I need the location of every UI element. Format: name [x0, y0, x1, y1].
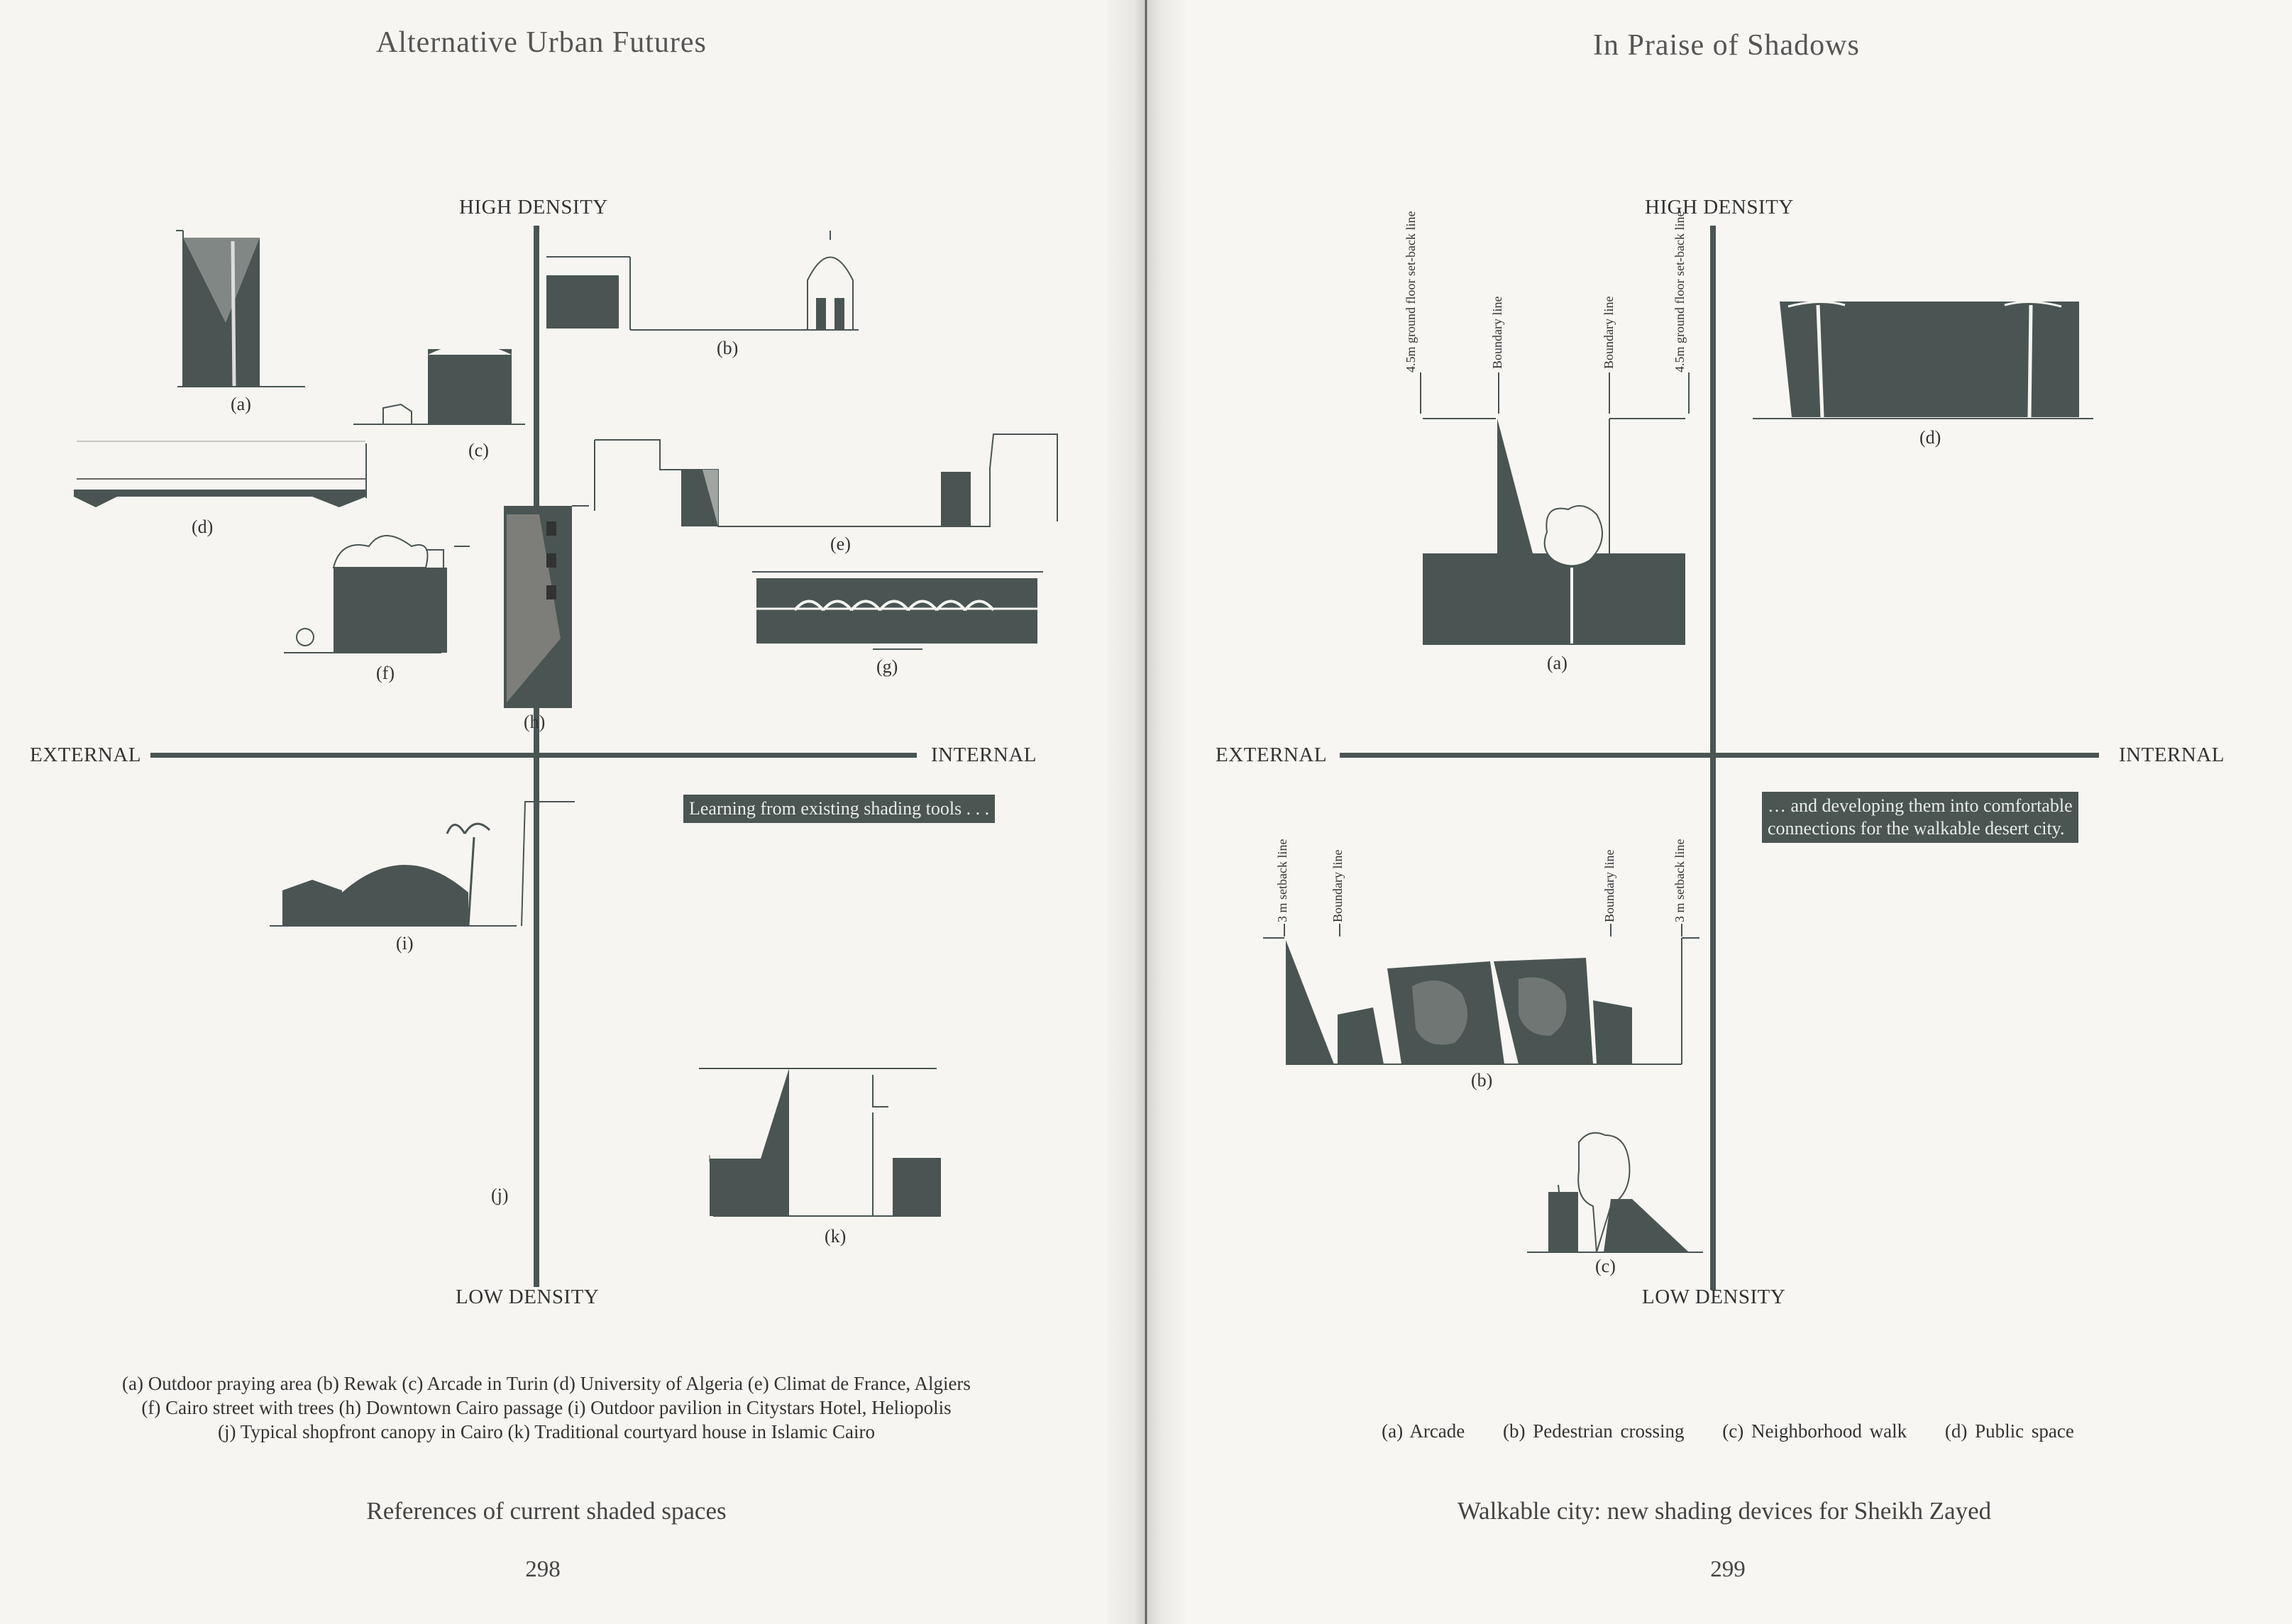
right-label-a: (a): [1547, 653, 1568, 673]
right-page-title: Walkable city: new shading devices for Sheikh Zayed: [1457, 1497, 1992, 1525]
left-label-e: (e): [830, 534, 851, 554]
setback-label-lower-left: 3 m setback line: [1275, 839, 1289, 922]
right-callout: [1762, 792, 2078, 843]
right-caption: [1348, 1419, 2108, 1443]
boundary-label-upper-left: Boundary line: [1490, 296, 1504, 369]
right-axis-right-label: INTERNAL: [2119, 744, 2225, 766]
right-page-number: 299: [1710, 1557, 1746, 1582]
left-label-h: (h): [524, 712, 546, 732]
setback-label-lower-right: 3 m setback line: [1673, 839, 1687, 922]
right-running-head: In Praise of Shadows: [1593, 29, 1860, 62]
right-callout-line-1: … and developing them into comfortable: [1768, 795, 2073, 816]
left-axis-bottom-label: LOW DENSITY: [456, 1286, 600, 1308]
left-page-number: 298: [525, 1557, 561, 1582]
left-axis-top-label: HIGH DENSITY: [459, 196, 608, 219]
left-label-g: (g): [876, 656, 898, 677]
right-label-c: (c): [1595, 1256, 1616, 1276]
setback-label-upper-right: 4.5m ground floor set-back line: [1673, 211, 1687, 372]
right-label-d: (d): [1919, 427, 1941, 448]
left-label-d: (d): [192, 517, 214, 537]
right-caption-item-d: (d) Public space: [1944, 1420, 2074, 1442]
drawing-b-pedestrian-crossing: [1263, 924, 1699, 1064]
left-axis-left-label: EXTERNAL: [30, 744, 142, 766]
left-axis-right-label: INTERNAL: [931, 744, 1037, 766]
left-callout: Learning from existing shading tools . . .: [683, 795, 995, 823]
drawing-a-arcade: [1421, 372, 1689, 644]
right-caption-item-b: (b) Pedestrian crossing: [1503, 1420, 1685, 1442]
boundary-label-lower-right: Boundary line: [1602, 849, 1616, 922]
left-label-i: (i): [396, 933, 414, 954]
left-page-title: References of current shaded spaces: [366, 1497, 727, 1525]
right-callout-line-2: connections for the walkable desert city.: [1768, 818, 2065, 839]
right-caption-item-c: (c) Neighborhood walk: [1722, 1420, 1907, 1442]
right-axis-left-label: EXTERNAL: [1216, 744, 1328, 766]
left-running-head: Alternative Urban Futures: [376, 26, 707, 59]
left-label-b: (b): [717, 338, 739, 358]
right-label-b: (b): [1471, 1070, 1493, 1090]
left-label-f: (f): [376, 663, 395, 683]
right-axis-top-label: HIGH DENSITY: [1645, 196, 1794, 219]
drawing-d-public-space: [1753, 302, 2093, 419]
setback-label-upper-left: 4.5m ground floor set-back line: [1404, 211, 1418, 372]
left-caption-line-1: (a) Outdoor praying area (b) Rewak (c) Arcade in Turin (d) University of Algeria (e) Climat de France, Algiers: [122, 1373, 971, 1394]
left-label-a: (a): [231, 394, 251, 414]
left-label-k: (k): [825, 1226, 847, 1247]
left-label-c: (c): [468, 440, 489, 460]
left-caption-line-3: (j) Typical shopfront canopy in Cairo (k) Traditional courtyard house in Islamic Cairo: [218, 1421, 875, 1442]
left-caption-line-2: (f) Cairo street with trees (h) Downtown Cairo passage (i) Outdoor pavilion in Citystars Hotel, Heliopolis: [141, 1397, 952, 1418]
drawing-c-neighborhood-walk: [1527, 1133, 1703, 1252]
right-axis-bottom-label: LOW DENSITY: [1642, 1286, 1786, 1308]
boundary-label-upper-right: Boundary line: [1602, 296, 1616, 369]
left-label-j: (j): [491, 1185, 509, 1205]
boundary-label-lower-left: Boundary line: [1330, 849, 1345, 922]
right-caption-item-a: (a) Arcade: [1382, 1420, 1465, 1442]
